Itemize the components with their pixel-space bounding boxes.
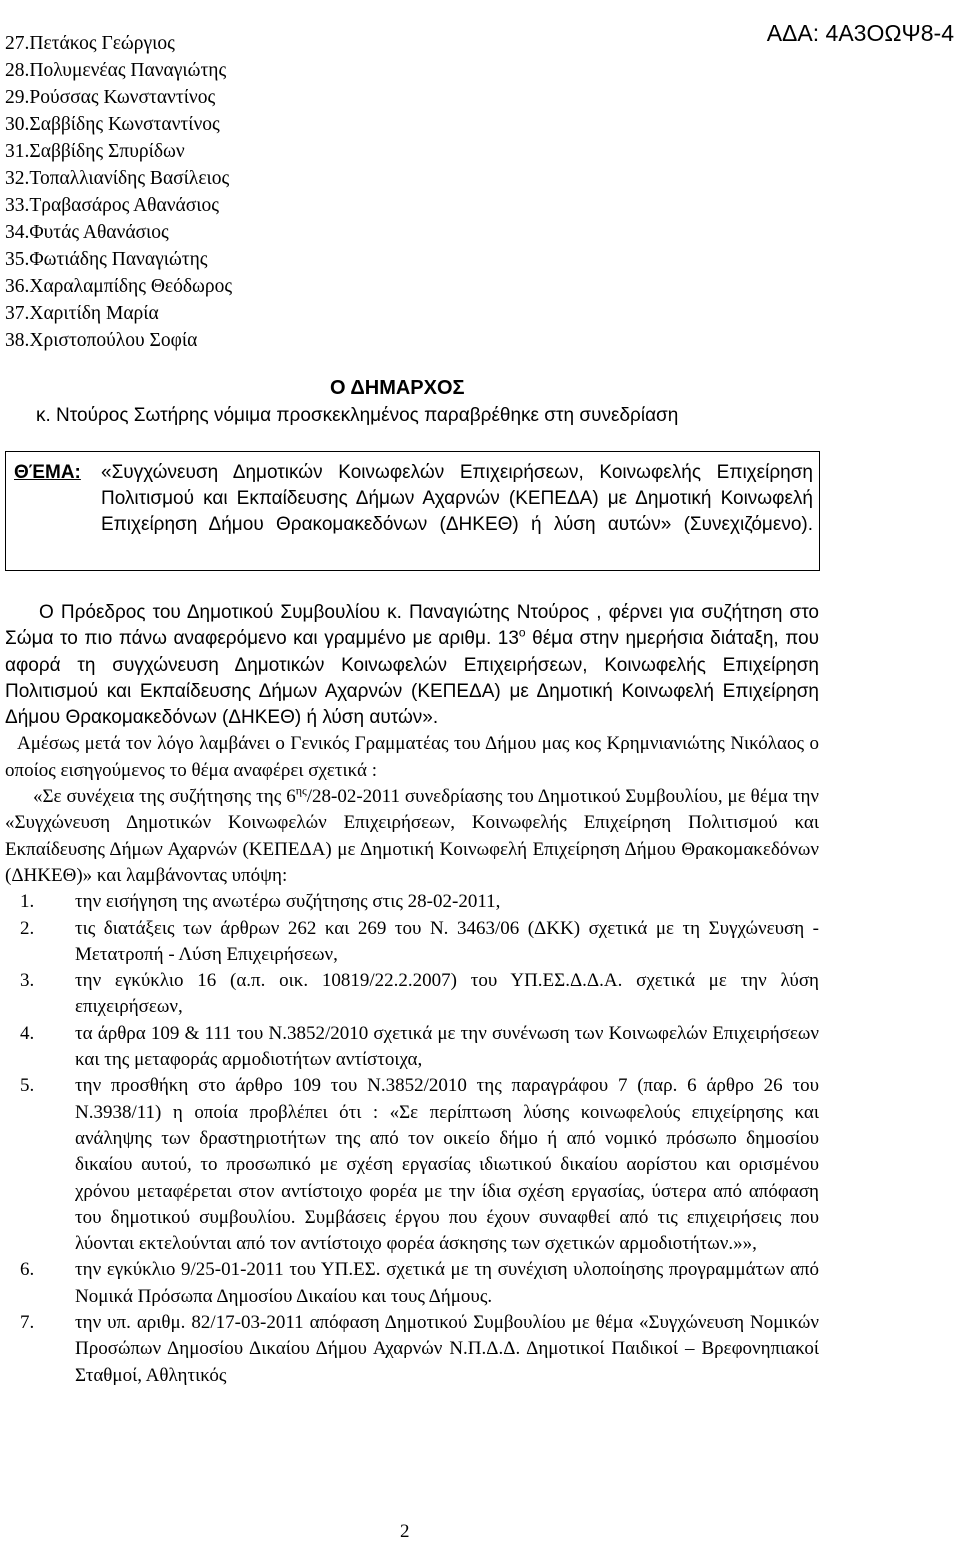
list-item: 1. την εισήγηση της ανωτέρω συζήτησης στις 28-02-2011, bbox=[20, 891, 501, 913]
member-item: 31.Σαββίδης Σπυρίδων bbox=[5, 141, 185, 162]
member-item: 28.Πολυμενέας Παναγιώτης bbox=[5, 60, 227, 81]
member-item: 27.Πετάκος Γεώργιος bbox=[5, 33, 175, 54]
paragraph-president: Ο Πρόεδρος του Δημοτικού Συμβουλίου κ. Παναγιώτης Ντούρος , φέρνει για συζήτηση στο Σώμα το πιο πάνω αναφερόμενο και γραμμένο με αριθμ. $13^o$ θέμα στην ημερήσια διάταξη, που αφορά τη συγχώνευση Δημοτικών Κοινωφελών Επιχειρήσεων, Κοινωφελής Επιχείρηση Πολιτισμού και Εκπαίδευσης Δήμων Αχαρνών (ΚΕΠΕΔΑ) με Δημοτική Κοινωφελή Επιχείρηση Δήμου Θρακομακεδόνων (ΔΗΚΕΘ) ή λύση αυτών». bbox=[5, 602, 819, 729]
document-body bbox=[5, 600, 819, 1389]
list-item: 3. την εγκύκλιο 16 (α.π. οικ. 10819/22.2.2007) του ΥΠ.ΕΣ.Δ.Δ.Α. σχετικά με την λύση επιχειρήσεων, bbox=[20, 970, 819, 1018]
member-item: 34.Φυτάς Αθανάσιος bbox=[5, 222, 169, 243]
page-number: 2 bbox=[400, 1521, 410, 1542]
member-item: 29.Ρούσσας Κωνσταντίνος bbox=[5, 87, 216, 108]
theme-label: ΘΈΜΑ: bbox=[14, 462, 81, 483]
list-item: 7. την υπ. αριθμ. 82/17-03-2011 απόφαση Δημοτικού Συμβουλίου με θέμα «Συγχώνευση Νομικών Προσώπων Δημοσίου Δικαίου Δήμου Αχαρνών Ν.Π.Δ.Δ. Δημοτικοί Παιδικοί – Βρεφονηπιακοί Σταθμοί, Αθλητικός bbox=[20, 1312, 819, 1386]
member-item: 32.Τοπαλλιανίδης Βασίλειος bbox=[5, 168, 230, 189]
theme-box bbox=[5, 451, 820, 571]
ada-code: ΑΔΑ: 4Α3ΟΩΨ8-4 bbox=[766, 20, 954, 46]
mayor-attendance: κ. Ντούρος Σωτήρης νόμιμα προσκεκλημένος παραβρέθηκε στη συνεδρίαση bbox=[36, 405, 679, 426]
list-item: 2. τις διατάξεις των άρθρων 262 και 269 του Ν. 3463/06 (ΔΚΚ) σχετικά με τη Συγχώνευση - Μετατροπή - Λύση Επιχειρήσεων, bbox=[20, 917, 819, 965]
member-item: 38.Χριστοπούλου Σοφία bbox=[5, 330, 198, 351]
member-item: 37.Χαριτίδη Μαρία bbox=[5, 303, 159, 324]
member-item: 33.Τραβασάρος Αθανάσιος bbox=[5, 195, 220, 216]
member-item: 36.Χαραλαμπίδης Θεόδωρος bbox=[5, 276, 233, 297]
list-item: 6. την εγκύκλιο 9/25-01-2011 του ΥΠ.ΕΣ. σχετικά με τη συνέχιση υλοποίησης προγραμμάτων από Νομικά Πρόσωπα Δημοσίου Δικαίου και τους Δήμους. bbox=[20, 1259, 819, 1307]
theme-text: «Συγχώνευση Δημοτικών Κοινωφελών Επιχειρήσεων, Κοινωφελής Επιχείρηση Πολιτισμού και Εκπαίδευσης Δήμων Αχαρνών (ΚΕΠΕΔΑ) με Δημοτική Κοινωφελή Επιχείρηση Δήμου Θρακομακεδόνων (ΔΗΚΕΘ) ή λύση αυτών» (Συνεχιζόμενο). bbox=[101, 462, 813, 535]
member-item: 30.Σαββίδης Κωνσταντίνος bbox=[5, 114, 220, 135]
paragraph-proposal: «Σε συνέχεια της συζήτησης της $6^{\eta\varsigma}/28-02-2011$ συνεδρίασης του Δημοτικού Συμβουλίου, με θέμα την «Συγχώνευση Δημοτικών Κοινωφελών Επιχειρήσεων, Κοινωφελής Επιχείρηση Πολιτισμού και Εκπαίδευσης Δήμων Αχαρνών (ΚΕΠΕΔΑ) με Δημοτική Κοινωφελή Επιχείρηση Δήμου Θρακομακεδόνων (ΔΗΚΕΘ)» και λαμβάνοντας υπόψη: bbox=[5, 783, 819, 886]
mayor-heading: Ο ΔΗΜΑΡΧΟΣ bbox=[330, 377, 465, 399]
list-item: 4. τα άρθρα 109 & 111 του Ν.3852/2010 σχετικά με την συνένωση των Κοινωφελών Επιχειρήσεων και της μεταφοράς αρμοδιοτήτων αντίστοιχα, bbox=[20, 1022, 819, 1071]
considerations-list bbox=[5, 889, 819, 1389]
list-item: 5. την προσθήκη στο άρθρο 109 του Ν.3852/2010 της παραγράφου 7 (παρ. 6 άρθρο 26 του Ν.3938/11) η οποία προβλέπει ότι : «Σε περίπτωση λύσης κοινωφελούς επιχείρησης και ανάληψης των δραστηριοτήτων της από τον οικείο δήμο ή από νομικό πρόσωπο δημοσίου δικαίου αυτού, το προσωπικό με σχέση εργασίας ιδιωτικού δικαίου αορίστου και ορισμένου χρόνου μεταφέρεται στον αντίστοιχο φορέα με την ίδια σχέση εργασίας, ύστερα από απόφαση του δημοτικού συμβουλίου. Συμβάσεις έργου που έχουν συναφθεί από τις επιχειρήσεις που λύονται εκτελούνται από τον αντίστοιχο φορέα άσκησης των σχετικών αρμοδιοτήτων.»», bbox=[20, 1075, 819, 1255]
member-item: 35.Φωτιάδης Παναγιώτης bbox=[5, 249, 208, 270]
member-list bbox=[5, 30, 232, 354]
paragraph-secretary: Αμέσως μετά τον λόγο λαμβάνει ο Γενικός Γραμματέας του Δήμου μας κος Κρημνιανιώτης Νικόλαος ο οποίος εισηγούμενος το θέμα αναφέρει σχετικά : bbox=[5, 733, 819, 781]
